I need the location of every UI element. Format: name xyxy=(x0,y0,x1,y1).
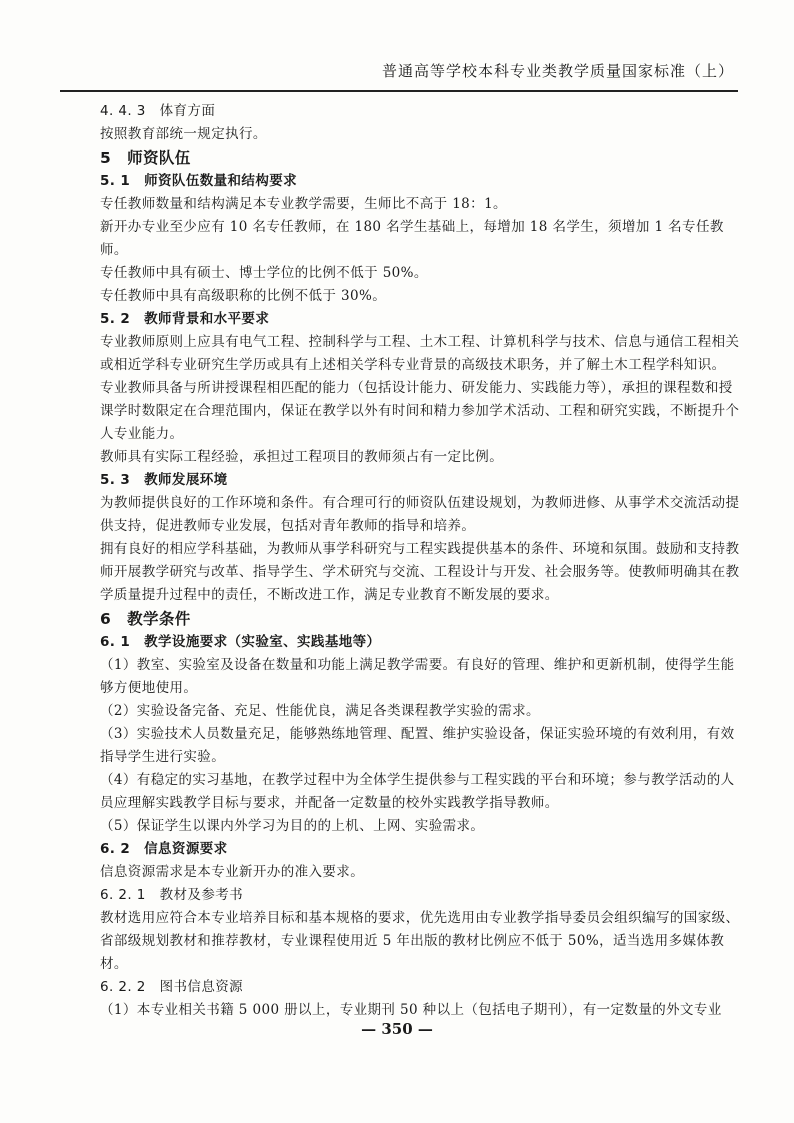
section-5-1-paragraph: 专任教师数量和结构满足本专业教学需要，生师比不高于 18：1。 xyxy=(100,196,507,212)
section-5-2-paragraph: 教师具有实际工程经验，承担过工程项目的教师须占有一定比例。 xyxy=(100,449,504,465)
section-6-2-heading: 6. 2 信息资源要求 xyxy=(100,841,228,857)
section-5-1-paragraph: 专任教师中具有硕士、博士学位的比例不低于 50%。 xyxy=(100,265,428,281)
section-5-1-paragraph: 新开办专业至少应有 10 名专任教师，在 180 名学生基础上，每增加 18 名学生，须增加 1 名专任教师。 xyxy=(100,219,724,258)
section-5-2-heading: 5. 2 教师背景和水平要求 xyxy=(100,311,270,327)
section-6-1-item: （5）保证学生以课内外学习为目的的上机、上网、实验需求。 xyxy=(100,818,485,834)
section-6-1-heading: 6. 1 教学设施要求（实验室、实践基地等） xyxy=(100,634,381,650)
section-6-1-item: （1）教室、实验室及设备在数量和功能上满足教学需要。有良好的管理、维护和更新机制，使得学生能够方便地使用。 xyxy=(100,657,735,696)
section-6-2-paragraph: 信息资源需求是本专业新开办的准入要求。 xyxy=(100,864,365,880)
section-6-2-1-heading: 6. 2. 1 教材及参考书 xyxy=(100,887,244,903)
section-5-1-paragraph: 专任教师中具有高级职称的比例不低于 30%。 xyxy=(100,288,387,304)
section-5-3-paragraph: 为教师提供良好的工作环境和条件。有合理可行的师资队伍建设规划，为教师进修、从事学术交流活动提供支持，促进教师专业发展，包括对青年教师的指导和培养。 xyxy=(100,495,740,534)
section-6-1-item: （2）实验设备完备、充足、性能优良，满足各类课程教学实验的需求。 xyxy=(100,703,540,719)
section-5-heading: 5 师资队伍 xyxy=(100,149,191,167)
section-5-2-paragraph: 专业教师原则上应具有电气工程、控制科学与工程、土木工程、计算机科学与技术、信息与通信工程相关或相近学科专业研究生学历或具有上述相关学科专业背景的高级技术职务，并了解土木工程学科知识。 xyxy=(100,334,740,373)
section-6-heading: 6 教学条件 xyxy=(100,610,191,628)
section-5-3-paragraph: 拥有良好的相应学科基础，为教师从事学科研究与工程实践提供基本的条件、环境和氛围。鼓励和支持教师开展教学研究与改革、指导学生、学术研究与交流、工程设计与开发、社会服务等。使教师明确其在教学质量提升过程中的责任，不断改进工作，满足专业教育不断发展的要求。 xyxy=(100,541,740,603)
running-header: 普通高等学校本科专业类教学质量国家标准（上） xyxy=(381,62,734,80)
section-4-4-3-heading: 4. 4. 3 体育方面 xyxy=(100,103,216,119)
section-5-1-heading: 5. 1 师资队伍数量和结构要求 xyxy=(100,173,298,189)
section-6-2-1-paragraph: 教材选用应符合本专业培养目标和基本规格的要求，优先选用由专业教学指导委员会组织编写的国家级、省部级规划教材和推荐教材，专业课程使用近 5 年出版的教材比例应不低于 50%，适当选用多媒体教材。 xyxy=(100,910,740,972)
header-rule xyxy=(60,90,738,92)
section-4-4-3-text: 按照教育部统一规定执行。 xyxy=(100,126,267,142)
section-6-2-2-item: （1）本专业相关书籍 5 000 册以上，专业期刊 50 种以上（包括电子期刊），有一定数量的外文专业 xyxy=(100,1002,722,1018)
section-5-2-paragraph: 专业教师具备与所讲授课程相匹配的能力（包括设计能力、研发能力、实践能力等），承担的课程数和授课学时数限定在合理范围内，保证在教学以外有时间和精力参加学术活动、工程和研究实践，不断提升个人专业能力。 xyxy=(100,380,740,442)
section-6-2-2-heading: 6. 2. 2 图书信息资源 xyxy=(100,979,244,995)
section-6-1-item: （4）有稳定的实习基地，在教学过程中为全体学生提供参与工程实践的平台和环境；参与教学活动的人员应理解实践教学目标与要求，并配备一定数量的校外实践教学指导教师。 xyxy=(100,772,735,811)
section-6-1-item: （3）实验技术人员数量充足，能够熟练地管理、配置、维护实验设备，保证实验环境的有效利用，有效指导学生进行实验。 xyxy=(100,726,735,765)
page-number: — 350 — xyxy=(361,1020,433,1038)
page-body xyxy=(100,100,740,1022)
section-5-3-heading: 5. 3 教师发展环境 xyxy=(100,472,228,488)
